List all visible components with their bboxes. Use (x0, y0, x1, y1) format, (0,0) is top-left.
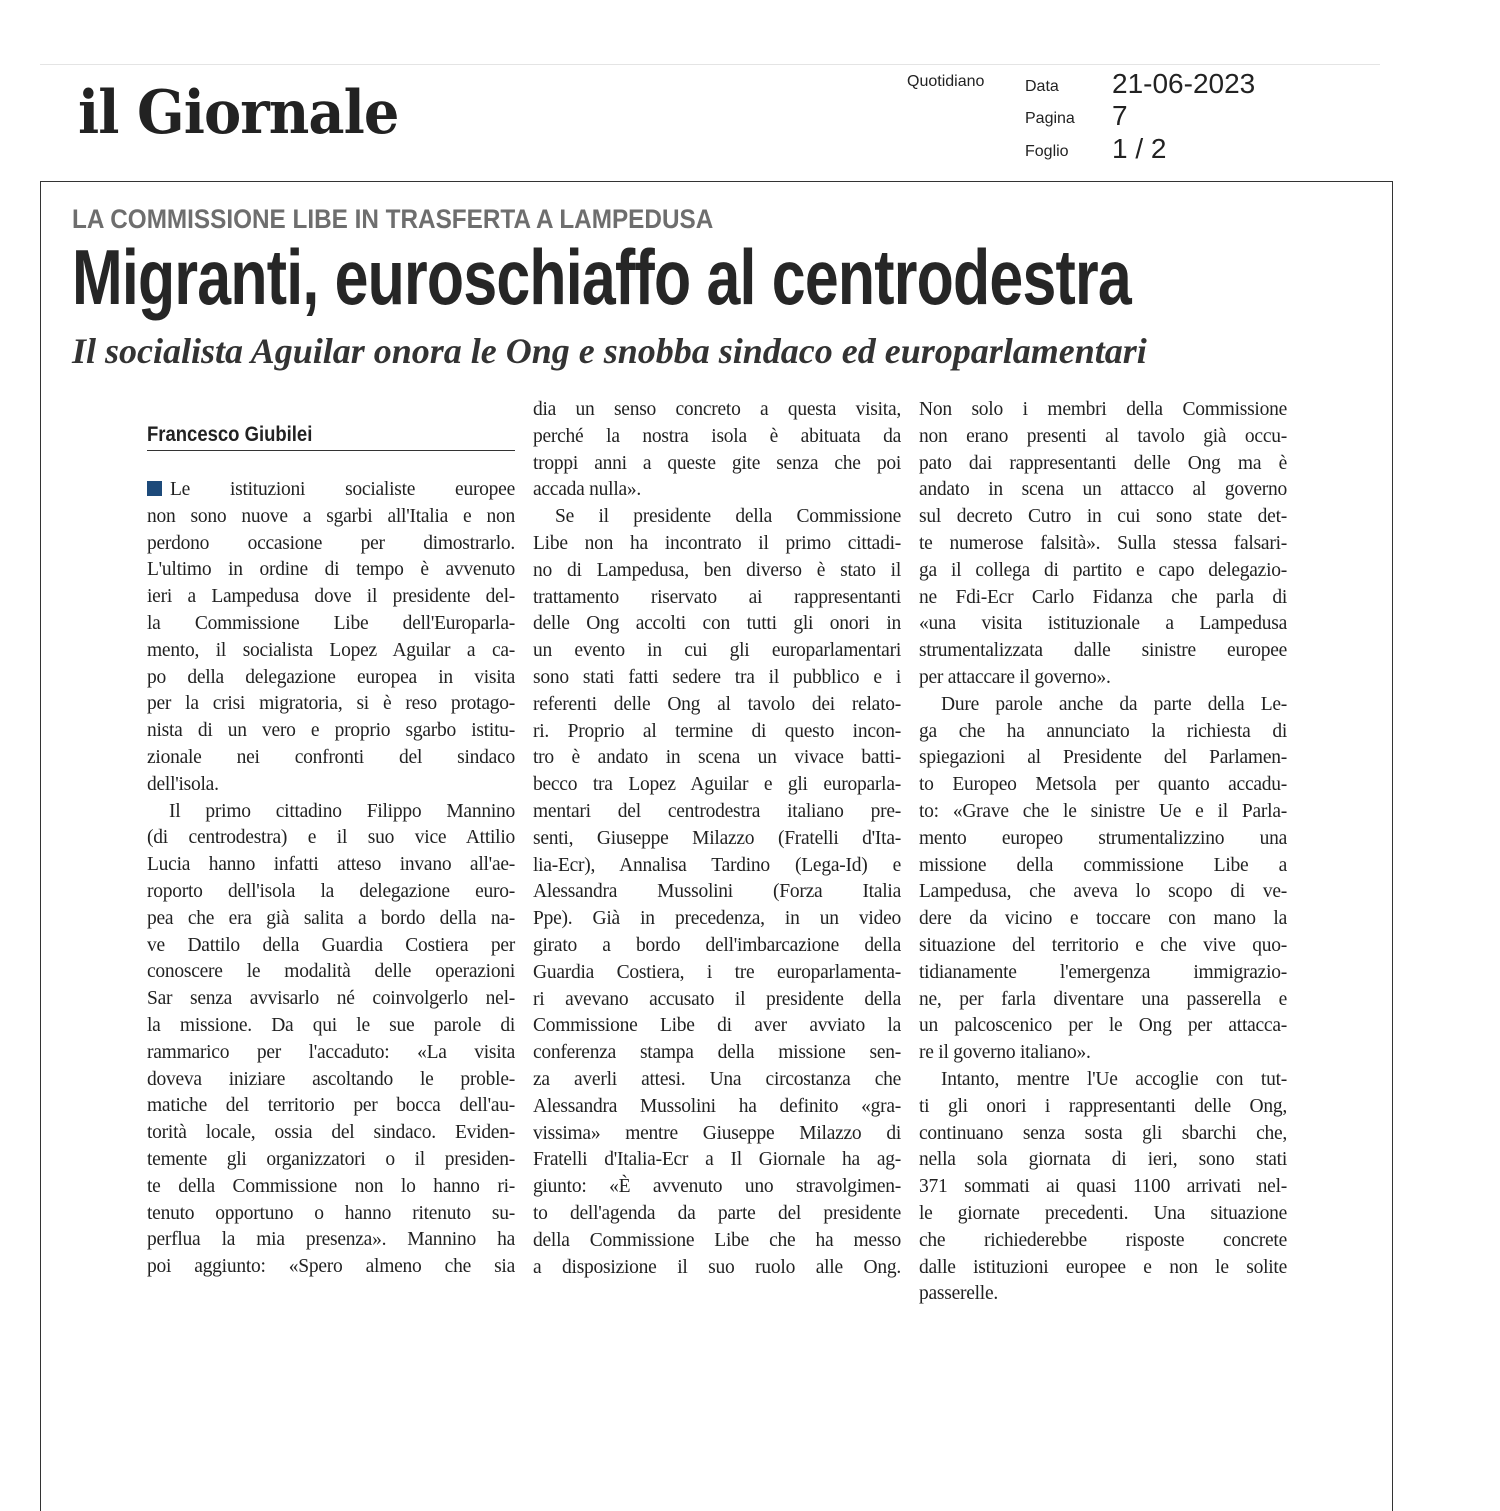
header-rule (40, 64, 1380, 65)
date-value: 21-06-2023 (1112, 68, 1256, 99)
text-line: tidianamente l'emergenza immigrazio- (919, 961, 1287, 983)
text-line: ti gli onori i rappresentanti delle Ong, (919, 1095, 1287, 1117)
text-line: po della delegazione europea in visita (147, 666, 515, 688)
text-line: mentari del centrodestra italiano pre- (533, 800, 901, 822)
text-line: spiegazioni al Presidente del Parlamen- (919, 747, 1287, 769)
text-line: perflua la mia presenza». Mannino ha (147, 1229, 515, 1251)
text-line: giunto: «È avvenuto uno stravolgimen- (533, 1176, 901, 1198)
text-line: Guardia Costiera, i tre europarlamenta- (533, 961, 901, 983)
text-line: della Commissione Libe che ha messo (533, 1229, 901, 1251)
page-value: 7 (1112, 100, 1128, 131)
text-line: girato a bordo dell'imbarcazione della (533, 934, 901, 956)
text-line: missione della commissione Libe a (919, 854, 1287, 876)
text-line: Alessandra Mussolini ha definito «gra- (533, 1095, 901, 1117)
text-line: le giornate precedenti. Una situazione (919, 1202, 1287, 1224)
publication-type: Quotidiano (907, 73, 985, 90)
text-line: Libe non ha incontrato il primo cittadi- (533, 532, 901, 554)
text-line: Se il presidente della Commissione (555, 506, 901, 528)
sheet-label: Foglio (1025, 143, 1069, 160)
text-line: non sono nuove a sgarbi all'Italia e non (147, 505, 515, 527)
newspaper-logo: il Giornale (78, 78, 399, 148)
text-line: dia un senso concreto a questa visita, (533, 399, 901, 420)
text-line: Ppe). Già in precedenza, in un video (533, 908, 901, 930)
text-line: to Europeo Metsola per quanto accadu- (919, 774, 1287, 796)
text-line: to: «Grave che le sinistre Ue e il Parla- (919, 800, 1287, 822)
text-line: Non solo i membri della Commissione (919, 399, 1287, 420)
text-line: situazione del territorio e che vive quo- (919, 934, 1287, 956)
page-label: Pagina (1025, 110, 1075, 127)
text-line: conoscere le modalità delle operazioni (147, 961, 515, 983)
text-line: ne, per farla diventare una passerella e (919, 988, 1287, 1010)
text-line: perché la nostra isola è abituata da (533, 425, 901, 447)
article-column-3 (919, 397, 1287, 1308)
text-line: sul decreto Cutro in cui sono state det- (919, 506, 1287, 528)
text-line: torità locale, ossia del sindaco. Eviden- (147, 1122, 515, 1144)
article-title: Migranti, euroschiaffo al centrodestra (72, 233, 1131, 321)
text-line: che richiederebbe risposte concrete (919, 1229, 1287, 1251)
text-line: becco tra Lopez Aguilar e gli europarla- (533, 774, 901, 796)
text-line: non erano presenti al tavolo già occu- (919, 425, 1287, 447)
text-line: delle Ong accolti con tutti gli onori in (533, 613, 901, 635)
text-line: dere da vicino e toccare con mano la (919, 908, 1287, 930)
text-line: zionale nei confronti del sindaco (147, 746, 515, 768)
text-line: andato in scena un attacco al governo (919, 479, 1287, 501)
text-line: dalle istituzioni europee e non le solite (919, 1256, 1287, 1278)
text-line: te della Commissione non lo hanno ri- (147, 1175, 515, 1197)
text-line: (di centrodestra) e il suo vice Attilio (147, 827, 515, 849)
text-line: un evento in cui gli europarlamentari (533, 640, 901, 662)
text-line: la Commissione Libe dell'Europarla- (147, 612, 515, 634)
text-line: te numerose falsità». Sulla stessa falsari- (919, 532, 1287, 554)
text-line: dell'isola. (147, 773, 219, 795)
text-line: pea che era già salita a bordo della na- (147, 907, 515, 929)
text-line: 371 sommati ai quasi 1100 arrivati nel- (919, 1176, 1287, 1198)
text-line: tro è andato in scena un vivace batti- (533, 747, 901, 769)
text-line: poi aggiunto: «Spero almeno che sia (147, 1256, 515, 1278)
text-line: passerelle. (919, 1283, 999, 1305)
text-line: Sar senza avvisarlo né coinvolgerlo nel- (147, 988, 515, 1010)
byline (147, 423, 515, 451)
text-line (147, 477, 515, 504)
text-line: trattamento riservato ai rappresentanti (533, 586, 901, 608)
text-line: sono stati fatti sedere tra il pubblico e i (533, 666, 901, 688)
text-line: a disposizione il suo ruolo alle Ong. (533, 1256, 901, 1278)
text-line: matiche del territorio per bocca dell'au- (147, 1095, 515, 1117)
text-line: mento, il socialista Lopez Aguilar a ca- (147, 639, 515, 661)
text-line: nista di un vero e proprio sgarbo istitu- (147, 720, 515, 742)
text-line: accada nulla». (533, 479, 642, 501)
text-line: continuano senza sosta gli sbarchi che, (919, 1122, 1287, 1144)
text-line: ne Fdi-Ecr Carlo Fidanza che parla di (919, 586, 1287, 608)
sheet-value: 1 / 2 (1112, 133, 1167, 164)
text-line: perdono occasione per dimostrarlo. (147, 532, 515, 554)
text-line: per attaccare il governo». (919, 666, 1111, 688)
text-line: roporto dell'isola la delegazione euro- (147, 880, 515, 902)
text-line: conferenza stampa della missione sen- (533, 1042, 901, 1064)
text-line: Lucia hanno infatti atteso invano all'ae- (147, 854, 515, 876)
article-column-1 (147, 477, 515, 1281)
text-line: per la crisi migratoria, si è reso protago- (147, 693, 515, 715)
text-line: ga il collega di partito e capo delegazio- (919, 559, 1287, 581)
text-line: Il primo cittadino Filippo Mannino (169, 800, 515, 822)
text-line: to dell'agenda da parte del presidente (533, 1202, 901, 1224)
text-line: ri avevano accusato il presidente della (533, 988, 901, 1010)
text-line: lia-Ecr), Annalisa Tardino (Lega-Id) e (533, 854, 901, 876)
text-line: tenuto opportuno o hanno ritenuto su- (147, 1202, 515, 1224)
date-label: Data (1025, 78, 1059, 95)
text-line: Alessandra Mussolini (Forza Italia (533, 881, 901, 903)
text-line: Commissione Libe di aver avviato la (533, 1015, 901, 1037)
text-line: temente gli organizzatori o il presiden- (147, 1148, 515, 1170)
text-line: ieri a Lampedusa dove il presidente del- (147, 586, 515, 608)
text-line: «una visita istituzionale a Lampedusa (919, 613, 1287, 635)
text-line: doveva iniziare ascoltando le proble- (147, 1068, 515, 1090)
text-line: rammarico per l'accaduto: «La visita (147, 1041, 515, 1063)
text-line-content: Le istituzioni socialiste europee (170, 479, 515, 500)
text-line: strumentalizzata dalle sinistre europee (919, 640, 1287, 662)
text-line: ve Dattilo della Guardia Costiera per (147, 934, 515, 956)
text-line: un palcoscenico per le Ong per attacca- (919, 1015, 1287, 1037)
text-line: no di Lampedusa, ben diverso è stato il (533, 559, 901, 581)
text-line: L'ultimo in ordine di tempo è avvenuto (147, 559, 515, 581)
article-column-2 (533, 397, 901, 1281)
text-line: Fratelli d'Italia-Ecr a Il Giornale ha ag- (533, 1149, 901, 1171)
article-kicker: LA COMMISSIONE LIBE IN TRASFERTA A LAMPEDUSA (72, 204, 714, 234)
text-line: vissima» mentre Giuseppe Milazzo di (533, 1122, 901, 1144)
article-subtitle: Il socialista Aguilar onora le Ong e snobba sindaco ed europarlamentari (72, 331, 1147, 371)
text-line: Intanto, mentre l'Ue accoglie con tut- (941, 1068, 1287, 1090)
text-line: pato dai rappresentanti delle Ong ma è (919, 452, 1287, 474)
lead-square-icon (147, 481, 162, 496)
author-name: Francesco Giubilei (147, 423, 313, 446)
text-line: referenti delle Ong al tavolo dei relato- (533, 693, 901, 715)
text-line: re il governo italiano». (919, 1042, 1091, 1064)
text-line: ga che ha annunciato la richiesta di (919, 720, 1287, 742)
text-line: troppi anni a queste gite senza che poi (533, 452, 901, 474)
text-line: ri. Proprio al termine di questo incon- (533, 720, 901, 742)
text-line: Lampedusa, che aveva lo scopo di ve- (919, 881, 1287, 903)
text-line: nella sola giornata di ieri, sono stati (919, 1149, 1287, 1171)
text-line: mento europeo strumentalizzino una (919, 827, 1287, 849)
text-line: za averli attesi. Una circostanza che (533, 1068, 901, 1090)
text-line: Dure parole anche da parte della Le- (941, 693, 1287, 715)
text-line: senti, Giuseppe Milazzo (Fratelli d'Ita- (533, 827, 901, 849)
text-line: la missione. Da qui le sue parole di (147, 1014, 515, 1036)
